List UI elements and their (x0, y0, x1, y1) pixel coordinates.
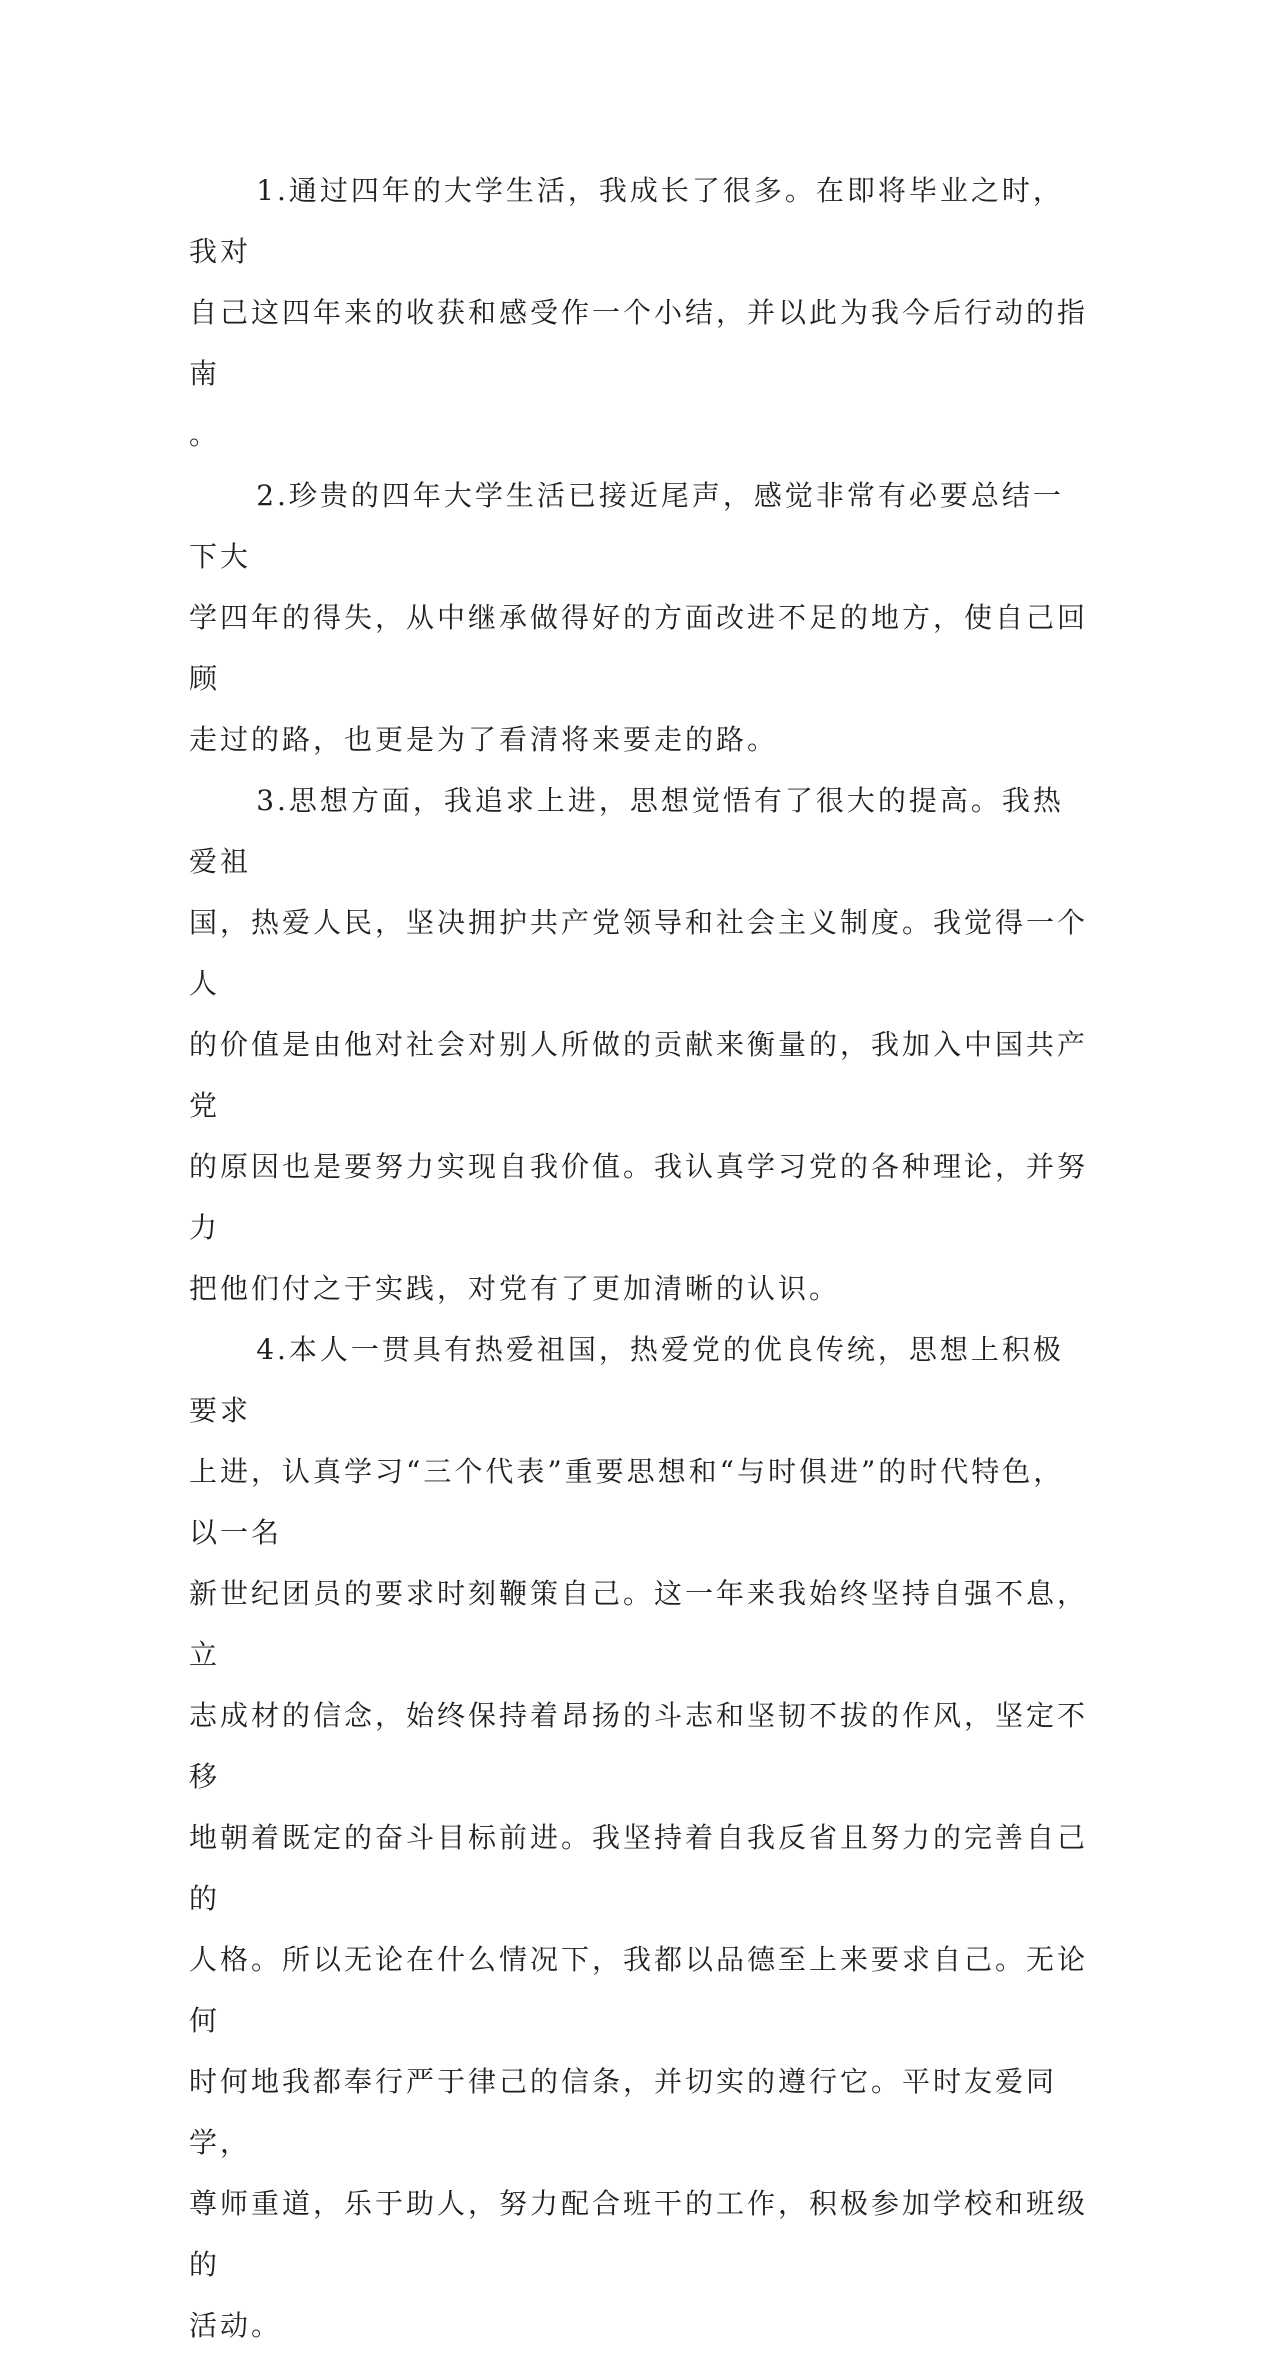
paragraph-4: 4.本人一贯具有热爱祖国，热爱党的优良传统，思想上积极要求 上进，认真学习“三个代表”重要思想和“与时俱进”的时代特色，以一名 新世纪团员的要求时刻鞭策自己。这一年来我始终坚持自强不息，立 志成材的信念，始终保持着昂扬的斗志和坚韧不拔的作风，坚定不移 地朝着既定的奋斗目标前进。我坚持着自我反省且努力的完善自己的 人格。所以无论在什么情况下，我都以品德至上来要求自己。无论何 时何地我都奉行严于律己的信条，并切实的遵行它。平时友爱同学， 尊师重道，乐于助人，努力配合班干的工作，积极参加学校和班级的 活动。 (189, 1333, 1089, 2342)
paragraph-1: 1.通过四年的大学生活，我成长了很多。在即将毕业之时，我对 自己这四年来的收获和感受作一个小结，并以此为我今后行动的指南 。 (189, 174, 1089, 451)
document-body (189, 160, 1089, 2356)
paragraph-2: 2.珍贵的四年大学生活已接近尾声，感觉非常有必要总结一下大 学四年的得失，从中继承做得好的方面改进不足的地方，使自己回顾 走过的路，也更是为了看清将来要走的路。 (189, 479, 1089, 756)
paragraph-3: 3.思想方面，我追求上进，思想觉悟有了很大的提高。我热爱祖 国，热爱人民，坚决拥护共产党领导和社会主义制度。我觉得一个人 的价值是由他对社会对别人所做的贡献来衡量的，我加入中国共产党 的原因也是要努力实现自我价值。我认真学习党的各种理论，并努力 把他们付之于实践，对党有了更加清晰的认识。 (189, 784, 1089, 1305)
